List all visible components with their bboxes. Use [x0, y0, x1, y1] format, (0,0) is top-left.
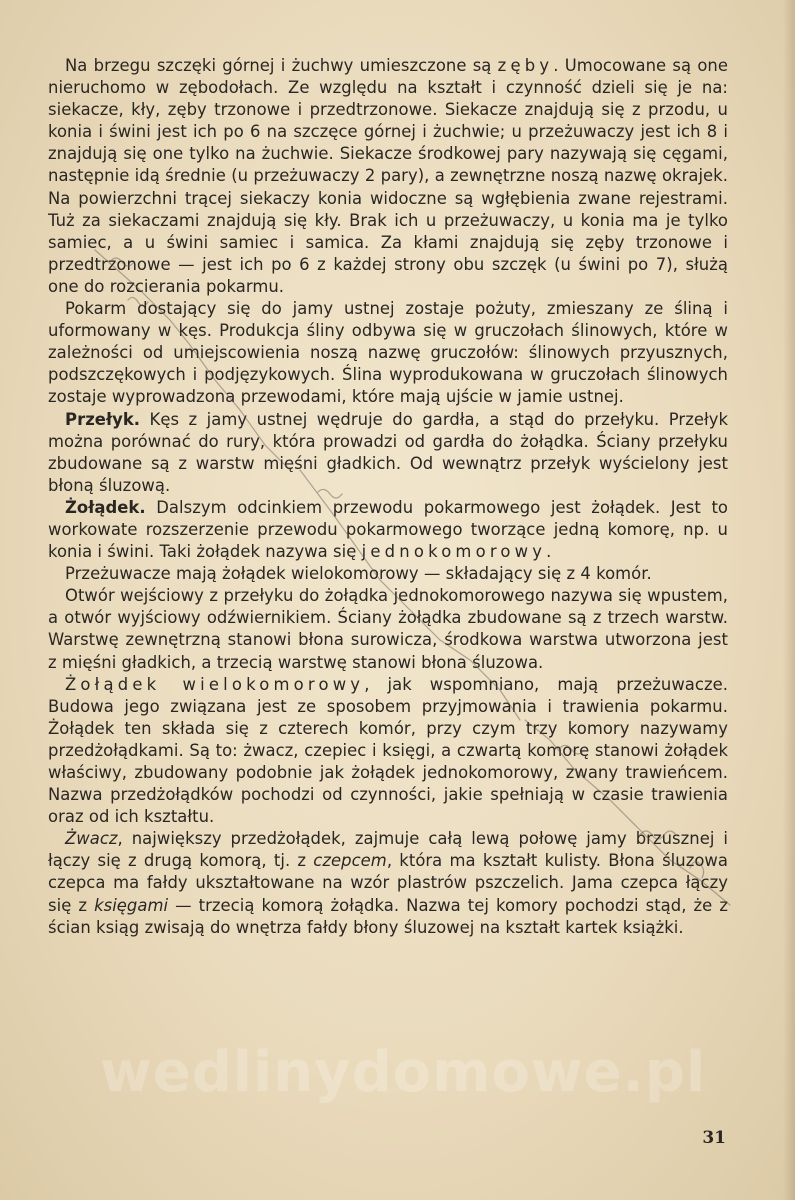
paragraph-wielokomorowy-run: Żołądek wielokomorowy: [65, 674, 365, 694]
paragraph-zoladek: [48, 497, 728, 563]
paragraph-pokarm-run: Pokarm dostający się do jamy ustnej zostaje pożuty, zmieszany ze śliną i uformowany w kęs. Produkcja śliny odbywa się w gruczołach ślinowych, które w zależności od umiejscowienia noszą nazwę gruczołów: ślinowych przyusznych, podszczękowych i podjęzykowych. Ślina wyprodukowana w gruczołach ślinowych zostaje wyprowadzona przewodami, które mają ujście w jamie ustnej.: [48, 299, 728, 407]
paragraph-zwacz-run: — trzecią komorą żołądka. Nazwa tej komory pochodzi stąd, że z ścian ksiąg zwisają do wnętrza fałdy błony śluzowej na kształt kartek książki.: [48, 895, 728, 937]
paragraph-zwacz-run: , która ma kształt kulisty. Błona śluzowa czepca ma fałdy ukształtowane na wzór plastrów pszczelich. Jama czepca łączy się z: [48, 851, 728, 915]
paragraph-zeby-run: . Umocowane są one nieruchomo w zębodołach. Ze względu na kształt i czynność dzieli się je na: siekacze, kły, zęby trzonowe i przedtrzonowe. Siekacze znajdują się z przodu, u konia i świni jest ich po 6 na szczęce górnej i żuchwie; u przeżuwaczy jest ich 8 i znajdują się one tylko na żuchwie. Siekacze środkowej pary nazywają się cęgami, następnie idą średnie (u przeżuwaczy 2 pary), a zewnętrzne noszą nazwę okrajek. Na powierzchni trącej siekaczy konia widoczne są wgłębienia zwane rejestrami. Tuż za siekaczami znajdują się kły. Brak ich u przeżuwaczy, u konia ma je tylko samiec, a u świni samiec i samica. Za kłami znajdują się zęby trzonowe i przedtrzonowe — jest ich po 6 z każdej strony obu szczęk (u świni po 7), służą one do rozcierania pokarmu.: [48, 56, 728, 296]
paragraph-przelyk: [48, 409, 728, 497]
page-number: 31: [702, 1128, 726, 1148]
paragraph-zwacz-run: księgami: [94, 895, 169, 915]
paragraph-zoladek-run: Żołądek.: [65, 497, 146, 517]
paragraph-otwor: [48, 585, 728, 673]
body-text: [48, 55, 728, 939]
paragraph-zeby-run: Na brzegu szczęki górnej i żuchwy umieszczone są: [65, 56, 498, 75]
paragraph-zwacz: [48, 828, 728, 938]
paragraph-zoladek-run: Dalszym odcinkiem przewodu pokarmowego jest żołądek. Jest to workowate rozszerzenie przewodu pokarmowego tworzące jedną komorę, np. u konia i świni. Taki żołądek nazywa się: [48, 497, 728, 562]
paragraph-zeby-run: zęby: [497, 56, 554, 75]
paragraph-zwacz-run: czepcem: [313, 851, 387, 871]
paragraph-przezuwacze-run: Przeżuwacze mają żołądek wielokomorowy — składający się z 4 komór.: [65, 564, 652, 584]
paragraph-pokarm: [48, 298, 728, 408]
paragraph-przezuwacze: [48, 563, 728, 585]
paragraph-zwacz-run: , największy przedżołądek, zajmuje całą lewą połowę jamy brzusznej i łączy się z drugą komorą, tj. z: [48, 829, 728, 871]
paragraph-przelyk-run: Przełyk.: [65, 409, 141, 429]
paragraph-zoladek-run: jednokomorowy: [361, 542, 547, 562]
paragraph-wielokomorowy: [48, 674, 728, 829]
watermark: wedlinydomowe.pl: [100, 1040, 707, 1105]
paragraph-zoladek-run: .: [546, 542, 552, 562]
paragraph-zeby: [48, 55, 728, 298]
paragraph-otwor-run: Otwór wejściowy z przełyku do żołądka jednokomorowego nazywa się wpustem, a otwór wyjściowy odźwiernikiem. Ściany żołądka zbudowane są z trzech warstw. Warstwę zewnętrzną stanowi błona surowicza, środkowa warstwa utworzona jest z mięśni gładkich, a trzecią warstwę stanowi błona śluzowa.: [48, 586, 728, 672]
paragraph-wielokomorowy-run: , jak wspomniano, mają przeżuwacze. Budowa jego związana jest ze sposobem przyjmowania i trawienia pokarmu. Żołądek ten składa się z czterech komór, przy czym trzy komory nazywamy przedżołądkami. Są to: żwacz, czepiec i księgi, a czwartą komorę stanowi żołądek właściwy, zbudowany podobnie jak żołądek jednokomorowy, zwany trawieńcem. Nazwa przedżołądków pochodzi od czynności, jakie spełniają w czasie trawienia oraz od ich kształtu.: [48, 674, 728, 827]
paragraph-zwacz-run: Żwacz: [65, 829, 118, 849]
page-edge-shadow: [783, 0, 795, 1200]
paragraph-przelyk-run: Kęs z jamy ustnej wędruje do gardła, a stąd do przełyku. Przełyk można porównać do rury, która prowadzi od gardła do żołądka. Ściany przełyku zbudowane są z warstw mięśni gładkich. Od wewnątrz przełyk wyścielony jest błoną śluzową.: [48, 409, 728, 495]
